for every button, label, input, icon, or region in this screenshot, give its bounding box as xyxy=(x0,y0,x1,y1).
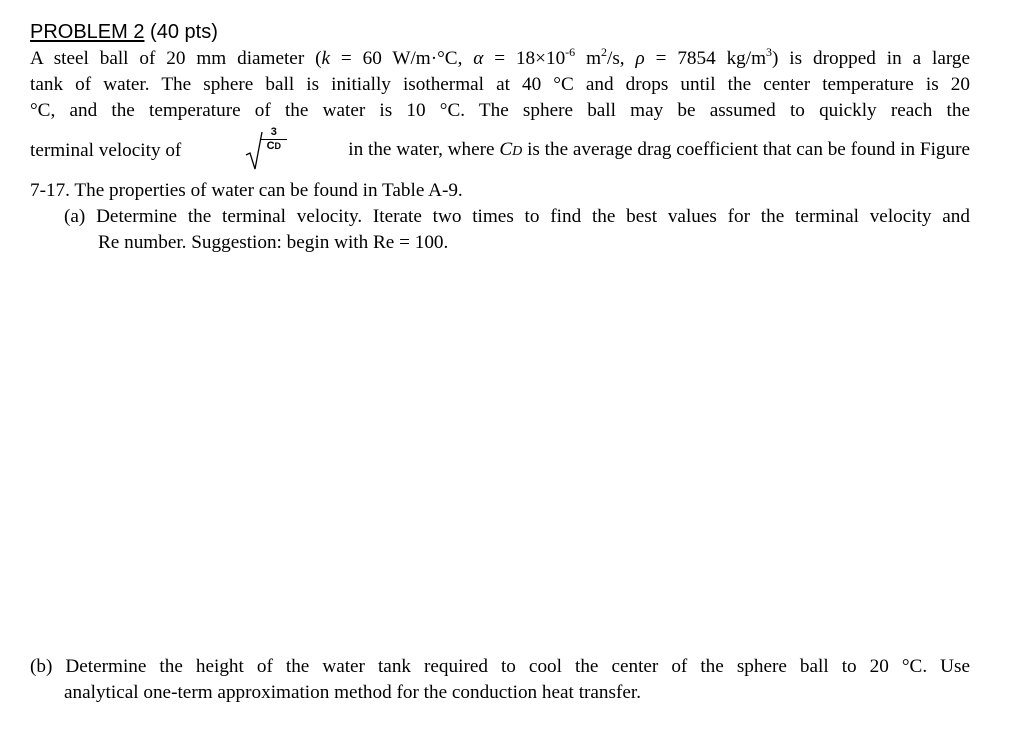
part-a-line-1: (a) Determine the terminal velocity. Iterate two times to find the best values for the terminal velocity and xyxy=(64,206,970,227)
fraction: 3 CD xyxy=(261,139,287,164)
part-b-line-1: (b) Determine the height of the water tank required to cool the center of the sphere ball to 20 °C. Use xyxy=(30,656,971,677)
statement-line-5: 7-17. The properties of water can be found in Table A-9. xyxy=(30,180,463,201)
part-b-line-2: analytical one-term approximation method for the conduction heat transfer. xyxy=(64,682,642,703)
statement-line-2: tank of water. The sphere ball is initially isothermal at 40 °C and drops until the center temperature is 20 xyxy=(30,74,970,95)
part-b-label: (b) xyxy=(30,656,53,677)
problem-title: PROBLEM 2 xyxy=(30,21,145,43)
statement-line-3: °C, and the temperature of the water is 10 °C. The sphere ball may be assumed to quickly reach the xyxy=(30,100,970,121)
problem-statement xyxy=(30,46,970,204)
statement-line-1: A steel ball of 20 mm diameter (k = 60 W/m·°C, $\alpha = 18\times 10^{-6}$ $m^2/s$, ρ = 7854 $kg/m^3$) is dropped in a large xyxy=(30,45,970,69)
statement-line-4: terminal velocity of 3 CD in the water, where CD is the average drag coefficient that can be found in Figure xyxy=(30,124,970,178)
problem-page xyxy=(30,18,970,256)
part-a-label: (a) xyxy=(64,206,86,227)
problem-heading xyxy=(30,18,970,46)
problem-points: (40 pts) xyxy=(150,21,218,43)
sqrt-formula xyxy=(245,125,287,171)
part-a xyxy=(30,204,970,256)
part-a-line-2: Re number. Suggestion: begin with Re = 100. xyxy=(98,232,449,253)
part-b xyxy=(30,654,970,706)
